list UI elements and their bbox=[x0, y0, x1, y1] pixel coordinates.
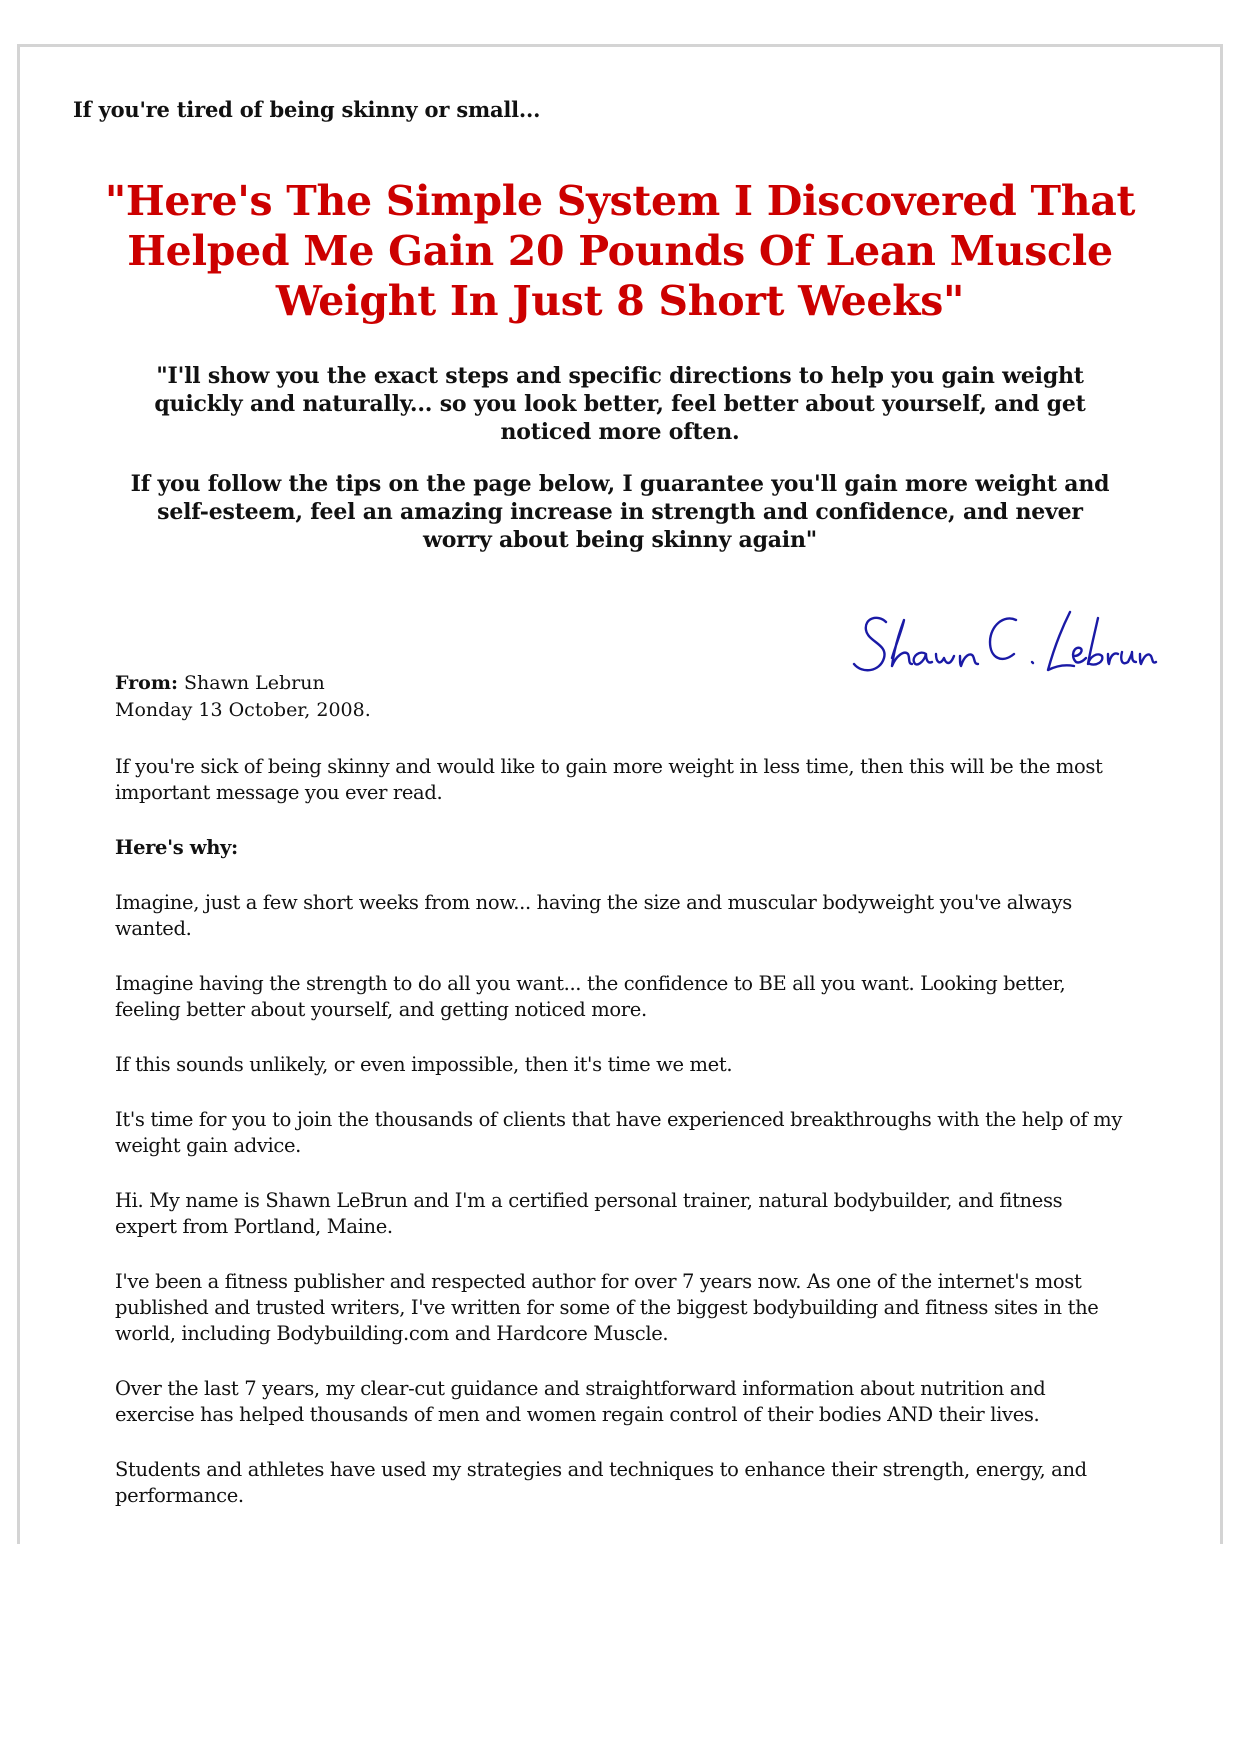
body-paragraph: Imagine, just a few short weeks from now... having the size and muscular bodyweight you've always wanted. bbox=[115, 891, 1072, 940]
headline: "Here's The Simple System I Discovered That Helped Me Gain 20 Pounds Of Lean Muscle Weight In Just 8 Short Weeks" bbox=[104, 177, 1136, 325]
from-label: From: bbox=[115, 672, 178, 694]
body-paragraph: It's time for you to join the thousands of clients that have experienced breakthroughs with the help of my weight gain advice. bbox=[115, 1108, 1122, 1157]
signature-image bbox=[848, 600, 1158, 690]
byline bbox=[115, 670, 371, 724]
body-paragraph: If this sounds unlikely, or even impossible, then it's time we met. bbox=[115, 1053, 733, 1076]
body-paragraph: Imagine having the strength to do all you want... the confidence to BE all you want. Looking better, feeling better about yourself, and getting noticed more. bbox=[115, 972, 1066, 1021]
body-paragraph: I've been a fitness publisher and respected author for over 7 years now. As one of the internet's most published and trusted writers, I've written for some of the biggest bodybuilding and fitness sites in the world, including Bodybuilding.com and Hardcore Muscle. bbox=[115, 1270, 1099, 1345]
author-name: Shawn Lebrun bbox=[184, 672, 325, 694]
letter-date: Monday 13 October, 2008. bbox=[115, 699, 371, 721]
subheadline-guarantee: If you follow the tips on the page below, I guarantee you'll gain more weight and self-esteem, feel an amazing increase in strength and confidence, and never worry about being skinny again" bbox=[130, 471, 1110, 553]
body-paragraph: Hi. My name is Shawn LeBrun and I'm a certified personal trainer, natural bodybuilder, and fitness expert from Portland, Maine. bbox=[115, 1189, 1063, 1238]
body-paragraph: If you're sick of being skinny and would like to gain more weight in less time, then this will be the most important message you ever read. bbox=[115, 755, 1103, 804]
letter-body bbox=[115, 754, 1125, 1538]
body-paragraph: Students and athletes have used my strategies and techniques to enhance their strength, energy, and performance. bbox=[115, 1458, 1087, 1507]
subheadline-promise: "I'll show you the exact steps and specific directions to help you gain weight quickly and naturally... so you look better, feel better about yourself, and get noticed more often. bbox=[154, 363, 1086, 445]
preheader: If you're tired of being skinny or small... bbox=[73, 97, 541, 122]
heres-why-heading: Here's why: bbox=[115, 836, 238, 859]
body-paragraph: Over the last 7 years, my clear-cut guidance and straightforward information about nutrition and exercise has helped thousands of men and women regain control of their bodies AND their lives. bbox=[115, 1377, 1046, 1426]
